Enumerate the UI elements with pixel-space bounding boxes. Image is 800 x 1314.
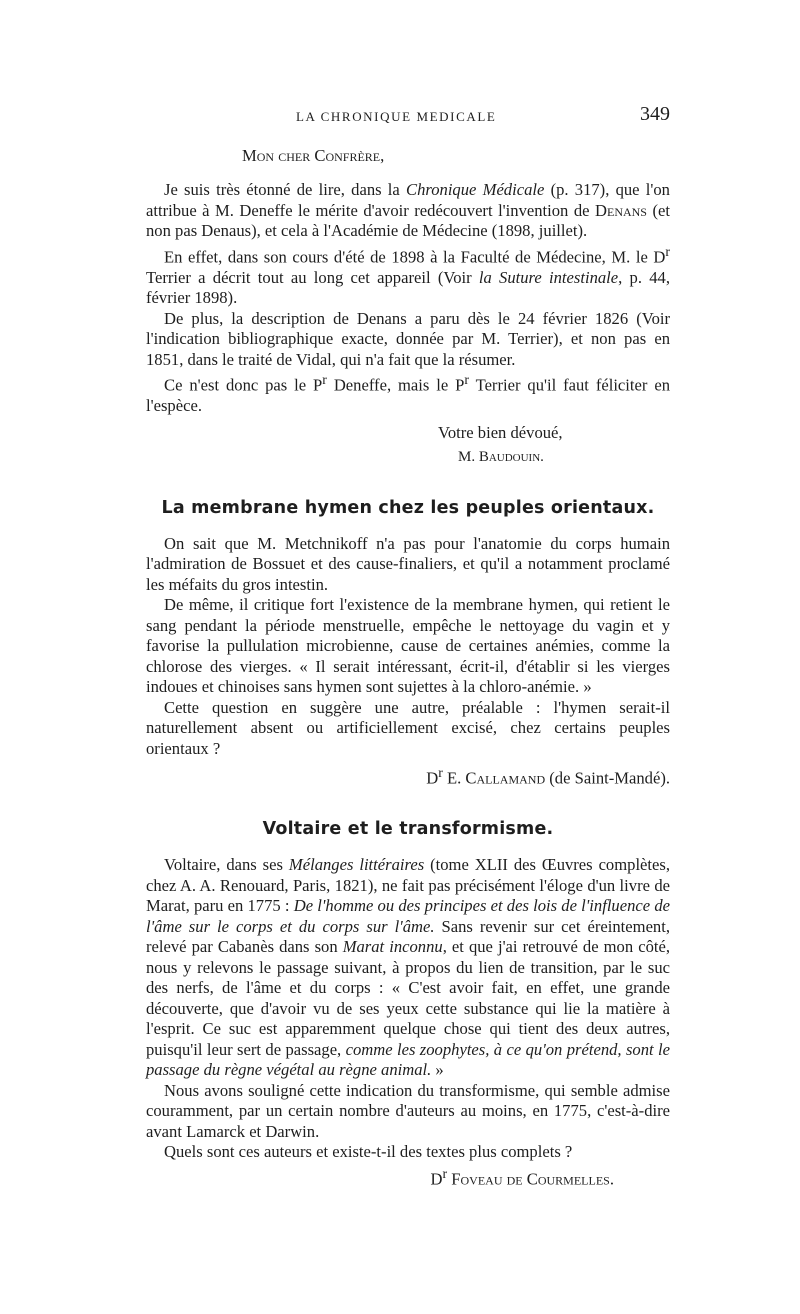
citation-marat-book: De l'homme ou des principes et des lois de l'influence de l'âme sur le corps et du corps sur l'âme. [146, 896, 670, 936]
hymen-paragraph-3: Cette question en suggère une autre, préalable : l'hymen serait-il naturellement absent ou artificiellement excisé, chez certains peuples orientaux ? [146, 697, 670, 758]
journal-title: Chronique Médicale [406, 180, 545, 199]
author-name: Foveau de Courmelles. [447, 1169, 614, 1189]
citation-melanges: Mélanges littéraires [288, 855, 425, 875]
voltaire-paragraph-3: Quels sont ces auteurs et existe-t-il des textes plus complets ? [164, 1142, 573, 1162]
author-name: E. Callamand [442, 768, 546, 788]
article-title-hymen: La membrane hymen chez les peuples orientaux. [161, 497, 655, 518]
inventor-name: Denans [595, 200, 647, 220]
article-title-voltaire: Voltaire et le transformisme. [262, 819, 554, 840]
letter-paragraph-4: Ce n'est donc pas le $P^r$ Deneffe, mais le $P^r$ Terrier qu'il faut féliciter en l'espèce. [146, 372, 670, 416]
letter-paragraph-1: Je suis très étonné de lire, dans la Chronique Médicale (p. 317), que l'on attribue à M. Deneffe le mérite d'avoir redécouvert l'invention de Denans (et non pas Denaus), et cela à l'Académie de Médecine (1898, juillet). [146, 180, 670, 240]
article-hymen [146, 534, 670, 790]
page-header [146, 100, 670, 130]
letter-paragraph-2: En effet, dans son cours d'été de 1898 à la Faculté de Médecine, M. le $D^r$ Terrier a décrit tout au long cet appareil (Voir la Suture intestinale, p. 44, février 1898). [146, 243, 671, 308]
letter-signature: M. Baudouin. [458, 449, 544, 466]
voltaire-signature: $D^r$ Foveau de Courmelles. [430, 1165, 614, 1189]
voltaire-paragraph-2: Nous avons souligné cette indication du transformisme, qui semble admise couramment, par un certain nombre d'auteurs au moins, en 1775, c'est-à-dire avant Lamarck et Darwin. [146, 1080, 670, 1141]
letter-paragraph-3: De plus, la description de Denans a paru dès le 24 février 1826 (Voir l'indication bibliographique exacte, donnée par M. Terrier), et non pas en 1851, dans le traité de Vidal, qui n'a fait que la résumer. [146, 308, 670, 369]
letter-salutation: Mon cher Confrère, [242, 146, 385, 165]
page-number: 349 [640, 103, 670, 125]
hymen-paragraph-2: De même, il critique fort l'existence de la membrane hymen, qui retient le sang pendant la période menstruelle, empêche le nettoyage du vagin et y favorise la pullulation microbienne, cause de certaines anémies, comme la chlorose des vierges. « Il serait intéressant, écrit-il, d'établir si les vierges indoues et chinoises sans hymen sont sujettes à la chloro-anémie. » [146, 595, 670, 697]
hymen-signature: $D^r$ E. Callamand (de Saint-Mandé). [426, 765, 670, 788]
citation-marat-inconnu: Marat inconnu [342, 937, 443, 957]
book-citation: la Suture intestinale [478, 267, 619, 287]
citation-zoophytes: comme les zoophytes, à ce qu'on prétend, sont le passage du règne végétal au règne animal. [146, 1039, 670, 1080]
running-title: LA CHRONIQUE MEDICALE [296, 109, 497, 124]
letter-body [146, 180, 670, 468]
journal-page [146, 100, 670, 1190]
hymen-paragraph-1: On sait que M. Metchnikoff n'a pas pour l'anatomie du corps humain l'admiration de Bossuet et des cause-finaliers, et qu'il a notamment proclamé les méfaits du gros intestin. [146, 533, 670, 594]
article-voltaire [146, 855, 670, 1190]
letter-closing: Votre bien dévoué, [438, 422, 563, 442]
voltaire-paragraph-1: Voltaire, dans ses Mélanges littéraires (tome XLII des Œuvres complètes, chez A. A. Renouard, Paris, 1821), ne fait pas précisément l'éloge d'un livre de Marat, paru en 1775 : De l'homme ou des principes et des lois de l'influence de l'âme sur le corps et du corps sur l'âme. Sans revenir sur cet éreintement, relevé par Cabanès dans son Marat inconnu, et que j'ai retrouvé de mon côté, nous y relevons le passage suivant, à propos du lien de transition, par le suc des nerfs, de l'âme et du corps : « C'est avoir fait, en effet, une grande découverte, que d'avoir vu de ses yeux cette substance qui lie la matière à l'esprit. Ce suc est apparemment quelque chose qui tient des deux autres, puisqu'il leur sert de passage, comme les zoophytes, à ce qu'on prétend, sont le passage du règne végétal au règne animal. » [146, 855, 670, 1080]
